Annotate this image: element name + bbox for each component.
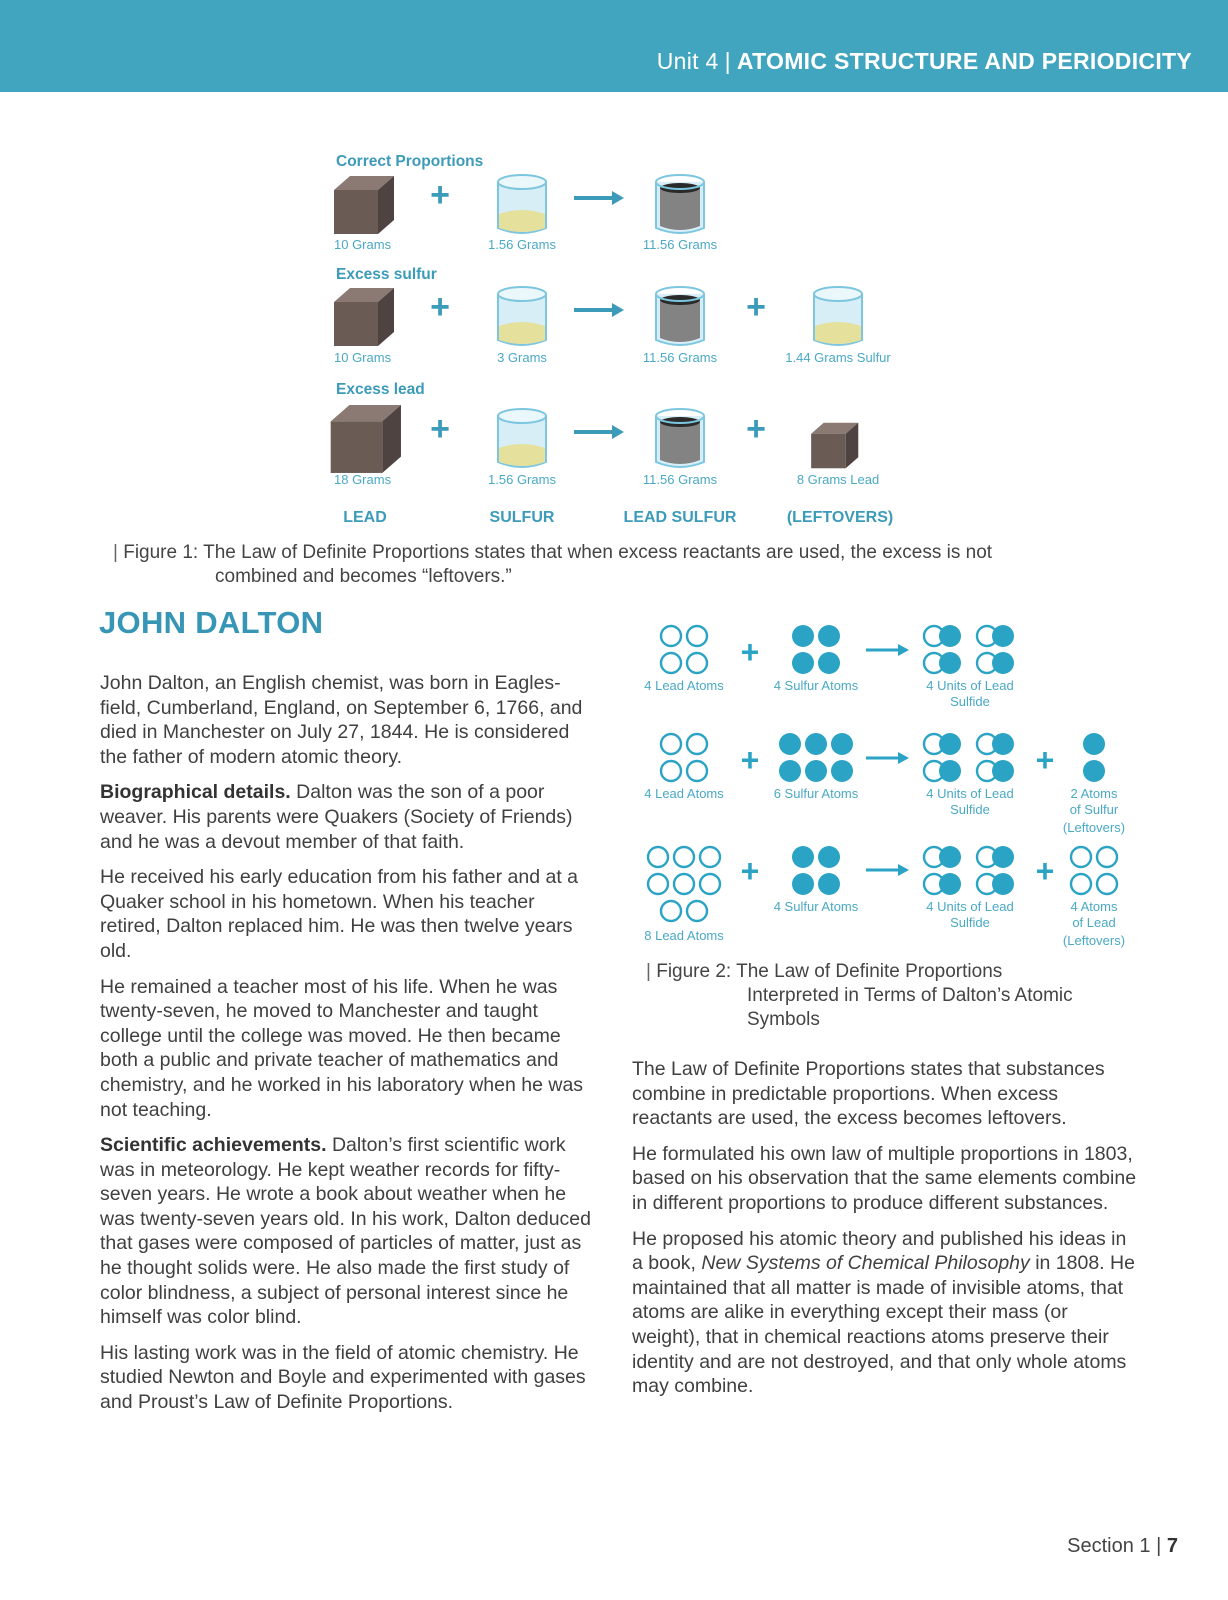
- footer-separator: |: [1156, 1535, 1162, 1557]
- figure1-caption: [113, 541, 1113, 589]
- lead-atoms-group: [648, 847, 720, 921]
- fig1-row3-leftover: 8 Grams Lead: [796, 472, 880, 487]
- lead-block-icon: [334, 288, 394, 346]
- sulfur-beaker-icon: [498, 409, 546, 467]
- fig2-row2-sulfur-label: 6 Sulfur Atoms: [773, 786, 859, 801]
- section-heading: JOHN DALTON: [99, 605, 324, 640]
- lead-atoms-group: [661, 626, 707, 673]
- fig1-row2-product: 11.56 Grams: [642, 350, 718, 365]
- arrow-icon: [866, 752, 909, 764]
- fig1-row2-lead: 10 Grams: [334, 350, 392, 365]
- sulfur-atoms-group: [779, 733, 853, 782]
- fig1-row2-leftover: 1.44 Grams Sulfur: [785, 350, 891, 365]
- right-column: [632, 1057, 1137, 1410]
- col-header-lead-sulfur: LEAD SULFUR: [623, 509, 737, 526]
- sulfur-atoms-group: [792, 846, 840, 895]
- plus-icon: +: [430, 288, 450, 326]
- plus-icon: +: [746, 410, 766, 448]
- caption-bar: |: [646, 961, 651, 982]
- paragraph: He received his early education from his father and at a Quaker school in his hometown. When his teacher retired, Dalton replaced him. He was then twelve years old.: [100, 866, 579, 962]
- figure1: [331, 153, 894, 526]
- fig2-row3-left-3: (Leftovers): [1062, 933, 1126, 948]
- arrow-icon: [574, 425, 624, 439]
- caption-bar: |: [113, 542, 118, 563]
- large-lead-block-icon: [331, 405, 401, 473]
- sulfur-beaker-icon: [498, 175, 546, 233]
- paragraph: He remained a teacher most of his life. When he was twenty-seven, he moved to Manchester and taught college until the college was moved. He then became both a public and private teacher of mathematics and chemistry, and he worked in his laboratory when he was not teaching.: [100, 975, 584, 1121]
- leftover-lead-atoms: [1071, 847, 1117, 894]
- page-footer: [1067, 1535, 1178, 1558]
- fig2-row3-product-label-2: Sulfide: [950, 915, 990, 930]
- figure2-caption-line1: Figure 2: The Law of Definite Proportions: [656, 961, 1003, 982]
- leftover-sulfur-atoms: [1083, 733, 1105, 782]
- fig2-row2-left-1: 2 Atoms: [1070, 786, 1118, 801]
- lead-block-icon: [334, 176, 394, 234]
- arrow-icon: [574, 303, 624, 317]
- fig2-row1-product-label-1: 4 Units of Lead: [926, 678, 1014, 693]
- footer-section: Section 1: [1067, 1535, 1151, 1557]
- fig2-row2-lead-label: 4 Lead Atoms: [644, 786, 724, 801]
- paragraph: The Law of Definite Proportions states that substances combine in predictable proportions. When excess reactants are used, the excess becomes leftovers.: [632, 1058, 1105, 1130]
- fig2-row1-sulfur-label: 4 Sulfur Atoms: [773, 678, 859, 693]
- col-header-sulfur: SULFUR: [489, 509, 555, 526]
- figure1-caption-line2: combined and becomes “leftovers.”: [215, 566, 512, 587]
- lead-sulfide-beaker-icon: [656, 287, 704, 345]
- fig1-row2-sulfur: 3 Grams: [497, 350, 547, 365]
- fig2-row2-left-3: (Leftovers): [1062, 820, 1126, 835]
- plus-icon: +: [1035, 742, 1055, 778]
- page-number: 7: [1166, 1535, 1178, 1557]
- lead-sulfide-beaker-icon: [656, 409, 704, 467]
- plus-icon: +: [1035, 853, 1055, 889]
- paragraph: His lasting work was in the field of atomic chemistry. He studied Newton and Boyle and experimented with gases and Proust’s Law of Definite Proportions.: [100, 1341, 586, 1414]
- lead-atoms-group: [661, 734, 707, 781]
- fig2-row3-lead-label: 8 Lead Atoms: [644, 928, 724, 943]
- header-unit-title: ATOMIC STRUCTURE AND PERIODICITY: [736, 48, 1192, 74]
- fig1-row1-title: Correct Proportions: [336, 153, 484, 170]
- fig1-row3-title: Excess lead: [336, 381, 425, 398]
- fig2-row3-left-1: 4 Atoms: [1070, 899, 1118, 914]
- figure2-caption-line3: Symbols: [747, 1009, 820, 1030]
- col-header-leftovers: (LEFTOVERS): [786, 509, 894, 526]
- book-title: New Systems of Chemical Philosophy: [701, 1252, 1030, 1275]
- arrow-icon: [866, 644, 909, 656]
- fig1-row2-title: Excess sulfur: [336, 266, 437, 283]
- plus-icon: +: [740, 634, 760, 670]
- fig2-row3-product-label-1: 4 Units of Lead: [926, 899, 1014, 914]
- fig1-row3-lead: 18 Grams: [334, 472, 392, 487]
- plus-icon: +: [430, 410, 450, 448]
- lead-sulfide-units-group: [924, 846, 1014, 895]
- fig2-row2-product-label-2: Sulfide: [950, 802, 990, 817]
- header-unit: Unit 4: [656, 48, 719, 74]
- plus-icon: +: [430, 176, 450, 214]
- paragraph: Scientific achievements. Dalton’s first scientific work was in meteorology. He kept weather records for fifty-seven years. He wrote a book about weather when he was twenty-seven years old. In his work, Dalton deduced that gases were composed of particles of matter, just as he thought solids were. He also made the first study of color blindness, a subject of personal interest since he himself was color blind.: [100, 1134, 591, 1329]
- fig2-row2-left-2: of Sulfur: [1069, 802, 1119, 817]
- lead-sulfide-units-group: [924, 625, 1014, 674]
- header-separator: |: [724, 48, 731, 74]
- run-in-heading: Scientific achievements.: [100, 1134, 327, 1157]
- paragraph: He proposed his atomic theory and published his ideas in a book, New Systems of Chemical Philosophy in 1808. He maintained that all matter is made of invisible atoms, that atoms are alike in everything except their mass (or weight), that in chemical reactions atoms preserve their identity and are not destroyed, and that only whole atoms may combine.: [632, 1227, 1135, 1398]
- paragraph: Biographical details. Dalton was the son of a poor weaver. His parents were Quakers (Society of Friends) and he was a devout member of that faith.: [100, 781, 573, 853]
- sulfur-beaker-icon: [814, 287, 862, 345]
- fig2-row1-product-label-2: Sulfide: [950, 694, 990, 709]
- figure2-caption-line2: Interpreted in Terms of Dalton’s Atomic: [747, 985, 1073, 1006]
- run-in-heading: Biographical details.: [100, 781, 291, 804]
- arrow-icon: [866, 864, 909, 876]
- lead-sulfide-units-group: [924, 733, 1014, 782]
- paragraph: He formulated his own law of multiple proportions in 1803, based on his observation that the same elements combine in different proportions to produce different substances.: [632, 1142, 1137, 1214]
- col-header-lead: LEAD: [343, 509, 387, 526]
- lead-sulfide-beaker-icon: [656, 175, 704, 233]
- plus-icon: +: [740, 853, 760, 889]
- fig1-row1-product: 11.56 Grams: [642, 237, 718, 252]
- sulfur-atoms-group: [792, 625, 840, 674]
- figure2: [644, 625, 1125, 948]
- plus-icon: +: [740, 742, 760, 778]
- fig1-row1-sulfur: 1.56 Grams: [488, 237, 556, 252]
- fig1-row3-sulfur: 1.56 Grams: [488, 472, 556, 487]
- fig1-row3-product: 11.56 Grams: [642, 472, 718, 487]
- plus-icon: +: [746, 288, 766, 326]
- paragraph: John Dalton, an English chemist, was born in Eagles-field, Cumberland, England, on September 6, 1766, and died in Manchester on July 27, 1844. He is considered the father of modern atomic theory.: [100, 672, 583, 768]
- arrow-icon: [574, 191, 624, 205]
- small-lead-block-icon: [811, 423, 858, 469]
- figure1-caption-line1: Figure 1: The Law of Definite Proportions states that when excess reactants are used, the excess is not: [123, 542, 993, 563]
- fig2-row2-product-label-1: 4 Units of Lead: [926, 786, 1014, 801]
- figure2-caption: [646, 960, 1146, 1032]
- sulfur-beaker-icon: [498, 287, 546, 345]
- left-column: [100, 671, 600, 1426]
- fig2-row1-lead-label: 4 Lead Atoms: [644, 678, 724, 693]
- fig2-row3-left-2: of Lead: [1072, 915, 1116, 930]
- fig1-row1-lead: 10 Grams: [334, 237, 392, 252]
- fig2-row3-sulfur-label: 4 Sulfur Atoms: [773, 899, 859, 914]
